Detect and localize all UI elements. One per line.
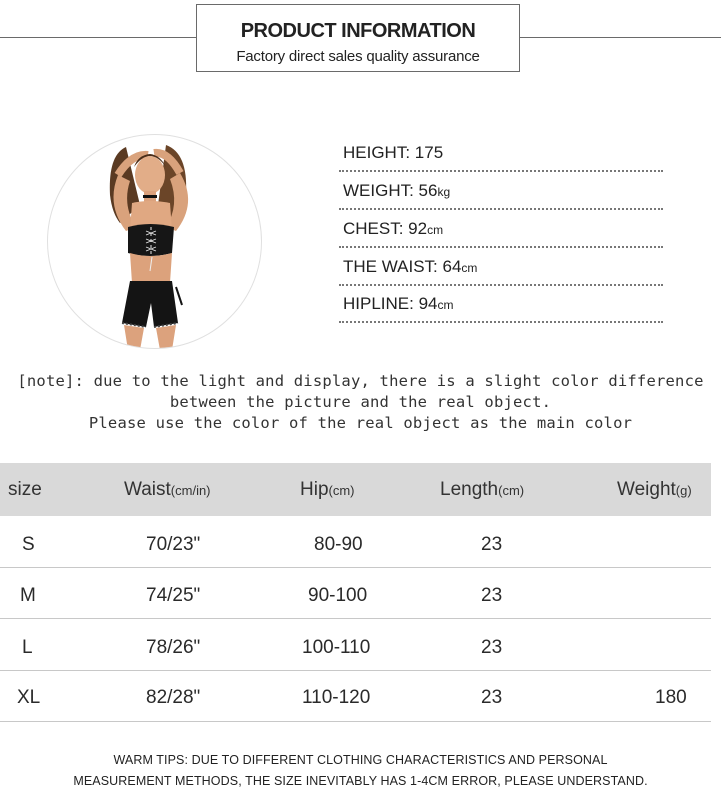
measurement-hipline-label: HIPLINE: 94 [343,294,438,313]
note-line-3: Please use the color of the real object as the main color [88,414,633,432]
row-s-length: 23 [481,534,503,555]
model-photo [47,134,262,349]
header-subtitle: Factory direct sales quality assurance [236,48,480,65]
table-row-divider [0,567,711,568]
measurement-height [339,134,663,172]
header-rule-left [0,37,196,38]
measurement-chest-label: CHEST: 92 [343,219,428,238]
col-weight-header: Weight(g) [617,479,692,500]
note-line-2: between the picture and the real object. [169,393,552,411]
table-row-divider [0,670,711,671]
col-size-header: size [8,479,42,500]
row-l-size: L [22,637,33,658]
row-xl-hip: 110-120 [302,687,371,708]
tips-line-1: WARM TIPS: DUE TO DIFFERENT CLOTHING CHARACTERISTICS AND PERSONAL [113,753,608,767]
row-xl-weight: 180 [655,687,687,708]
measurement-chest [339,210,663,248]
measurement-height-label: HEIGHT: 175 [343,143,444,162]
col-hip-header: Hip(cm) [300,479,355,500]
header-title: PRODUCT INFORMATION [240,20,476,42]
size-table-header [0,463,711,516]
col-waist-header: Waist(cm/in) [124,479,211,500]
model-figure-icon [48,135,262,349]
row-m-length: 23 [481,585,503,606]
measurement-waist-unit: cm [461,261,478,275]
measurement-waist-label: THE WAIST: 64 [343,257,462,276]
measurement-chest-unit: cm [427,223,444,237]
table-row-divider [0,618,711,619]
measurement-hipline [339,285,663,323]
measurement-weight-label: WEIGHT: 56 [343,181,438,200]
row-s-waist: 70/23" [146,534,201,555]
row-l-waist: 78/26" [146,637,201,658]
tips-line-2: MEASUREMENT METHODS, THE SIZE INEVITABLY HAS 1-4CM ERROR, PLEASE UNDERSTAND. [73,774,648,788]
note-line-1: [note]: due to the light and display, there is a slight color difference [17,372,704,390]
col-length-header: Length(cm) [440,479,525,500]
row-xl-waist: 82/28" [146,687,201,708]
row-l-hip: 100-110 [302,637,371,658]
row-m-waist: 74/25" [146,585,201,606]
row-xl-length: 23 [481,687,503,708]
measurement-hipline-unit: cm [437,298,454,312]
row-s-hip: 80-90 [314,534,363,555]
measurement-weight-unit: kg [437,185,451,199]
measurement-weight [339,172,663,210]
row-xl-size: XL [17,687,41,708]
row-l-length: 23 [481,637,503,658]
row-m-size: M [20,585,36,606]
row-m-hip: 90-100 [308,585,368,606]
measurement-waist [339,248,663,286]
header-box [196,4,520,72]
row-s-size: S [22,534,35,555]
header-rule-right [520,37,721,38]
table-bottom-divider [0,721,711,722]
